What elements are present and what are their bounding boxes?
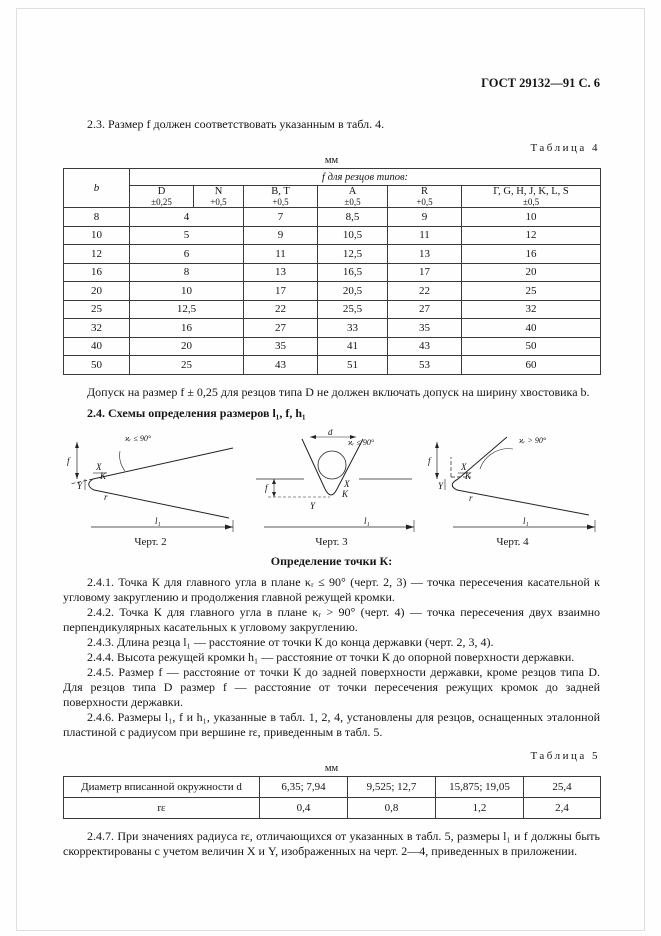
fig3-label-f: f — [265, 482, 268, 493]
table4-col-D — [130, 186, 194, 208]
table-cell: 13 — [244, 263, 318, 282]
table-cell: 27 — [244, 319, 318, 338]
table-cell: 12,5 — [130, 300, 244, 319]
paragraph-2-4-6: 2.4.6. Размеры l₁, f и h₁, указанные в табл. 1, 2, 4, установлены для резцов, оснащенных эталонной пластиной с радиусом при вершине rε, приведенным в табл. 5. — [63, 709, 600, 739]
table-row — [64, 797, 601, 818]
table-cell: 41 — [318, 337, 388, 356]
table-cell: 8 — [64, 208, 130, 227]
heading-point-k: Определение точки К: — [270, 553, 393, 568]
table-cell: 25 — [130, 356, 244, 375]
table-row — [64, 263, 601, 282]
fig2-label-r: r — [104, 491, 108, 502]
table-cell: 35 — [244, 337, 318, 356]
table5-label: Таблица 5 — [530, 749, 600, 762]
table-cell: 20 — [130, 337, 244, 356]
paragraph-2-3: 2.3. Размер f должен соответствовать указанным в табл. 4. — [87, 117, 385, 131]
table-cell: 10 — [130, 282, 244, 301]
fig2-label-k: K — [100, 470, 107, 481]
figure-3-drawing — [244, 429, 419, 534]
table-cell: 50 — [462, 337, 601, 356]
fig3-label-k: K — [342, 488, 349, 499]
fig3-label-l1: l₁ — [364, 515, 370, 526]
table-cell: 32 — [462, 300, 601, 319]
table-cell: 25,4 — [524, 776, 601, 797]
table-cell: 9,525; 12,7 — [348, 776, 436, 797]
col-name: A — [348, 186, 357, 197]
figure-4-caption: Черт. 4 — [496, 535, 529, 548]
table4-col-b: b — [64, 169, 130, 208]
table-cell: 25 — [64, 300, 130, 319]
fig2-label-l1: l₁ — [155, 515, 161, 526]
table-cell: 15,875; 19,05 — [436, 776, 524, 797]
figure-4-drawing — [425, 429, 600, 534]
table-cell: 0,4 — [260, 797, 348, 818]
table-cell: 5 — [130, 226, 244, 245]
fig4-arrowheads — [435, 442, 595, 530]
figure-3-caption: Черт. 3 — [315, 535, 348, 548]
table-cell: 16 — [64, 263, 130, 282]
table4-f-header: f для резцов типов: — [130, 169, 601, 186]
fig3-arrowheads — [272, 435, 414, 530]
table-cell: 43 — [244, 356, 318, 375]
figures-row — [63, 429, 600, 548]
fig4-angle-label: ϰᵣ > 90° — [519, 435, 547, 445]
table-cell: 12,5 — [318, 245, 388, 264]
table-row — [64, 282, 601, 301]
table-cell: 17 — [244, 282, 318, 301]
fig4-lines — [437, 437, 595, 532]
table-cell: Диаметр вписанной окружности d — [64, 776, 260, 797]
table-cell: 13 — [388, 245, 462, 264]
col-tolerance: ±0,5 — [344, 197, 361, 207]
table-cell: 8 — [130, 263, 244, 282]
col-name: D — [157, 186, 166, 197]
table-cell: 7 — [244, 208, 318, 227]
figure-4 — [425, 429, 600, 548]
table-5 — [63, 776, 601, 819]
table-cell: 2,4 — [524, 797, 601, 818]
paragraph-2-4-1: 2.4.1. Точка К для главного угла в плане κᵣ ≤ 90° (черт. 2, 3) — точка пересечения касательной к угловому закруглению и продолжения главной режущей кромки. — [63, 574, 600, 604]
table-cell: rε — [64, 797, 260, 818]
table4-col-N — [194, 186, 244, 208]
table-cell: 33 — [318, 319, 388, 338]
table-cell: 11 — [244, 245, 318, 264]
table-cell: 35 — [388, 319, 462, 338]
table-row — [64, 319, 601, 338]
table4-col-G-group — [462, 186, 601, 208]
fig3-label-y: Y — [310, 500, 316, 511]
table-cell: 40 — [462, 319, 601, 338]
figure-3 — [244, 429, 419, 548]
table5-body — [64, 776, 601, 818]
table-cell: 25,5 — [318, 300, 388, 319]
table4-col-BT — [244, 186, 318, 208]
table-cell: 50 — [64, 356, 130, 375]
table-cell: 16,5 — [318, 263, 388, 282]
table-cell: 6 — [130, 245, 244, 264]
col-tolerance: +0,5 — [210, 197, 227, 207]
paragraph-2-4-3: 2.4.3. Длина резца l₁ — расстояние от точки К до конца державки (черт. 2, 3, 4). — [87, 634, 494, 649]
figure-2 — [63, 429, 238, 548]
table-cell: 22 — [244, 300, 318, 319]
figure-2-drawing — [63, 429, 238, 534]
table-cell: 9 — [388, 208, 462, 227]
fig2-label-x: X — [96, 461, 102, 472]
col-name: N — [214, 186, 223, 197]
fig2-angle-label: ϰᵣ ≤ 90° — [125, 433, 152, 443]
gost-page-header: ГОСТ 29132—91 С. 6 — [481, 76, 600, 90]
table4-header — [64, 169, 601, 208]
paragraph-2-4-4: 2.4.4. Высота режущей кромки h₁ — расстояние от точки К до опорной поверхности державки. — [87, 649, 575, 664]
fig3-lines — [256, 437, 414, 532]
table-cell: 10 — [462, 208, 601, 227]
table-cell: 10,5 — [318, 226, 388, 245]
table-cell: 27 — [388, 300, 462, 319]
table-row — [64, 300, 601, 319]
table-cell: 20 — [64, 282, 130, 301]
table-row — [64, 226, 601, 245]
fig4-label-r: r — [469, 492, 473, 503]
paragraph-2-4-2: 2.4.2. Точка К для главного угла в плане κᵣ > 90° (черт. 4) — точка пересечения двух взаимно перпендикулярных касательных к угловому закруглению. — [63, 604, 600, 634]
table-cell: 12 — [462, 226, 601, 245]
fig4-label-f: f — [428, 455, 431, 466]
paragraph-tolerance-note: Допуск на размер f ± 0,25 для резцов типа D не должен включать допуск на ширину хвостовика b. — [87, 384, 590, 399]
table5-units: мм — [324, 762, 339, 774]
table-cell: 1,2 — [436, 797, 524, 818]
fig2-arrowheads — [75, 442, 233, 530]
table-cell: 20 — [462, 263, 601, 282]
table4-header-row-1 — [64, 169, 601, 186]
table-row — [64, 337, 601, 356]
figure-2-caption: Черт. 2 — [134, 535, 167, 548]
heading-2-4: 2.4. Схемы определения размеров l₁, f, h₁ — [87, 405, 306, 420]
table-cell: 22 — [388, 282, 462, 301]
paragraph-2-4-5: 2.4.5. Размер f — расстояние от точки К до задней поверхности державки, кроме резцов типа D. Для резцов типа D размер f — расстояние от точки пересечения режущих кромок до задней поверхности державки. — [63, 664, 600, 709]
table-4 — [63, 168, 601, 375]
table-cell: 17 — [388, 263, 462, 282]
fig4-label-l1: l₁ — [523, 515, 529, 526]
table-row — [64, 356, 601, 375]
table-cell: 11 — [388, 226, 462, 245]
col-name: Г, G, H, J, K, L, S — [493, 186, 569, 197]
table-cell: 40 — [64, 337, 130, 356]
table-cell: 25 — [462, 282, 601, 301]
col-tolerance: ±0,5 — [522, 197, 540, 207]
fig4-label-x: X — [461, 461, 467, 472]
table-cell: 53 — [388, 356, 462, 375]
table4-body — [64, 208, 601, 375]
table-cell: 6,35; 7,94 — [260, 776, 348, 797]
col-name: R — [420, 186, 428, 197]
fig3-label-d: d — [328, 428, 333, 437]
fig2-label-y: Y — [77, 480, 83, 491]
col-tolerance: +0,5 — [416, 197, 433, 207]
table-row — [64, 208, 601, 227]
fig3-label-x: X — [344, 478, 350, 489]
page-content — [63, 76, 600, 859]
table-cell: 8,5 — [318, 208, 388, 227]
table-row — [64, 776, 601, 797]
col-tolerance: +0,5 — [272, 197, 289, 207]
table-row — [64, 245, 601, 264]
table4-header-row-2 — [64, 186, 601, 208]
table4-label: Таблица 4 — [530, 142, 600, 154]
table-cell: 43 — [388, 337, 462, 356]
table-cell: 9 — [244, 226, 318, 245]
paragraph-2-4-7: 2.4.7. При значениях радиуса rε, отличающихся от указанных в табл. 5, размеры l₁ и f должны быть скорректированы с учетом величин X и Y, изображенных на черт. 2—4, приведенных в приложении. — [63, 828, 600, 858]
table4-col-R — [388, 186, 462, 208]
table-cell: 16 — [130, 319, 244, 338]
table-cell: 51 — [318, 356, 388, 375]
table-cell: 12 — [64, 245, 130, 264]
fig4-label-k: K — [465, 470, 472, 481]
table-cell: 60 — [462, 356, 601, 375]
col-tolerance: ±0,25 — [151, 197, 172, 207]
table-cell: 4 — [130, 208, 244, 227]
table-cell: 10 — [64, 226, 130, 245]
fig4-label-y: Y — [438, 480, 444, 491]
fig2-label-f: f — [67, 455, 70, 466]
table-cell: 20,5 — [318, 282, 388, 301]
table4-units: мм — [324, 155, 339, 166]
table-cell: 16 — [462, 245, 601, 264]
fig2-lines — [70, 442, 233, 532]
table4-col-A — [318, 186, 388, 208]
fig3-angle-label: ϰᵣ ≤ 90° — [348, 437, 375, 447]
table-cell: 0,8 — [348, 797, 436, 818]
table-cell: 32 — [64, 319, 130, 338]
col-name: B, T — [271, 186, 290, 197]
